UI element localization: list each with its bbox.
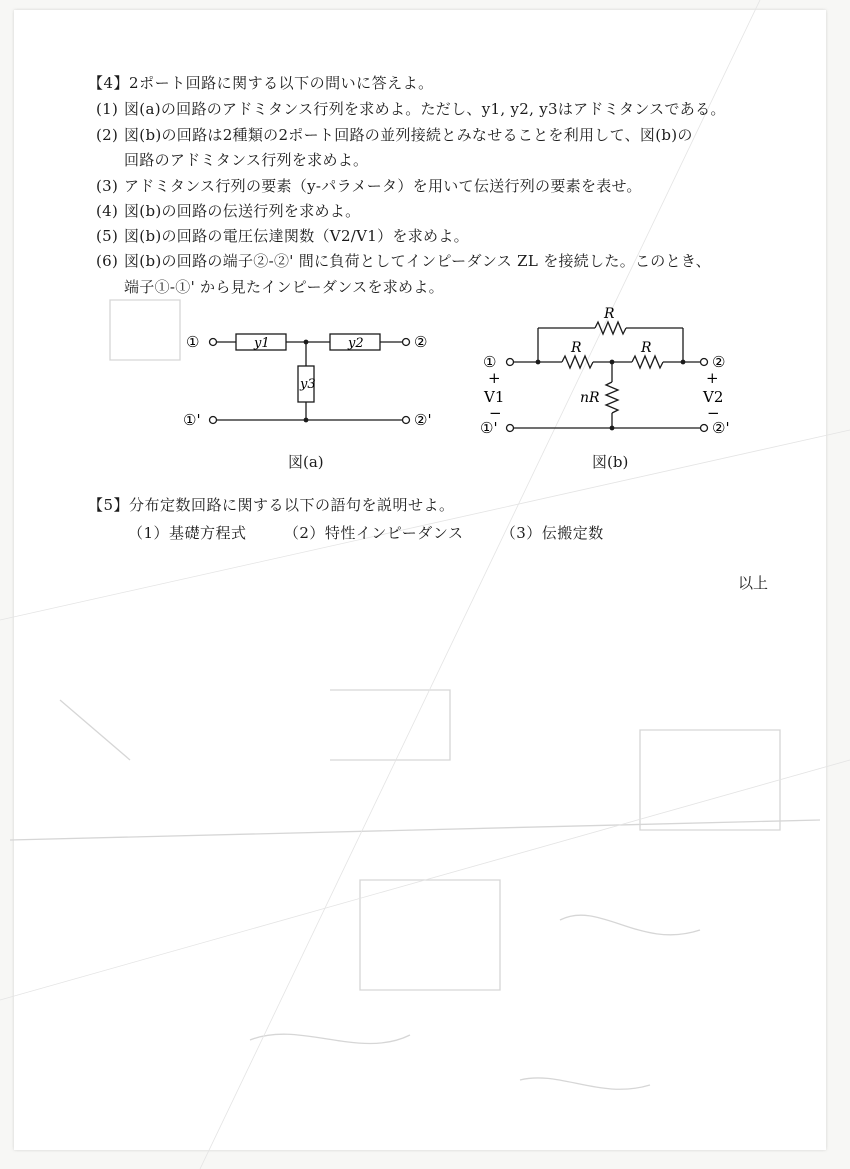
figure-a-caption: 図(a) (288, 453, 324, 471)
fig-b-v2-plus: + (706, 369, 719, 387)
fig-b-left-r-label: R (571, 340, 582, 356)
q4-item-4-number: (4) (96, 202, 119, 220)
q5-term-2: （2）特性インピーダンス (283, 524, 464, 542)
q4-item-6-number: (6) (96, 252, 119, 270)
fig-b-terminal-1: ① (483, 353, 497, 371)
end-mark: 以上 (738, 574, 769, 592)
fig-a-terminal-1: ① (186, 333, 200, 351)
q4-item-6-text: 図(b)の回路の端子②-②' 間に負荷としてインピーダンス ZL を接続した。このとき、 (124, 252, 711, 270)
q4-item-4-text: 図(b)の回路の伝送行列を求めよ。 (124, 202, 361, 220)
q4-item-3-text: アドミタンス行列の要素（y-パラメータ）を用いて伝送行列の要素を表せ。 (124, 177, 642, 195)
fig-a-y1-label: y1 (254, 336, 270, 351)
q4-item-6-continuation-text: 端子①-①' から見たインピーダンスを求めよ。 (124, 278, 444, 296)
fig-b-v2-minus: − (707, 404, 720, 422)
fig-a-terminal-2-prime: ②' (414, 411, 432, 429)
q4-item-1-number: (1) (96, 100, 119, 118)
fig-b-v1-label: V1 (484, 388, 505, 406)
fig-a-y3-label: y3 (300, 377, 316, 392)
q4-item-1-text: 図(a)の回路のアドミタンス行列を求めよ。ただし、y1, y2, y3はアドミタンスである。 (124, 100, 726, 118)
q5-term-list (128, 522, 632, 543)
fig-a-terminal-1-prime: ①' (183, 411, 201, 429)
q4-heading: 【4】2ポート回路に関する以下の問いに答えよ。 (88, 74, 434, 92)
q4-item-2-number: (2) (96, 126, 119, 144)
fig-b-right-r-label: R (641, 340, 652, 356)
q5-term-3: （3）伝搬定数 (500, 524, 604, 542)
fig-a-terminal-2: ② (414, 333, 428, 351)
q4-item-3-number: (3) (96, 177, 119, 195)
fig-b-terminal-1-prime: ①' (480, 419, 498, 437)
q5-heading: 【5】分布定数回路に関する以下の語句を説明せよ。 (88, 496, 455, 514)
fig-b-terminal-2: ② (712, 353, 726, 371)
fig-b-shunt-nr-label: nR (580, 390, 600, 406)
q5-term-1: （1）基礎方程式 (128, 524, 247, 542)
fig-b-v1-plus: + (488, 369, 501, 387)
fig-b-v1-minus: − (489, 404, 502, 422)
q4-item-2-text: 図(b)の回路は2種類の2ポート回路の並列接続とみなせることを利用して、図(b)の (124, 126, 693, 144)
fig-b-v2-label: V2 (703, 388, 724, 406)
q4-item-5-text: 図(b)の回路の電圧伝達関数（V2/V1）を求めよ。 (124, 227, 469, 245)
fig-b-terminal-2-prime: ②' (712, 419, 730, 437)
q4-item-5-number: (5) (96, 227, 119, 245)
fig-a-y2-label: y2 (348, 336, 364, 351)
circuit-figures (0, 0, 850, 480)
fig-b-top-r-label: R (604, 306, 615, 322)
q4-item-2-continuation-text: 回路のアドミタンス行列を求めよ。 (124, 151, 369, 169)
figure-b-caption: 図(b) (592, 453, 629, 471)
